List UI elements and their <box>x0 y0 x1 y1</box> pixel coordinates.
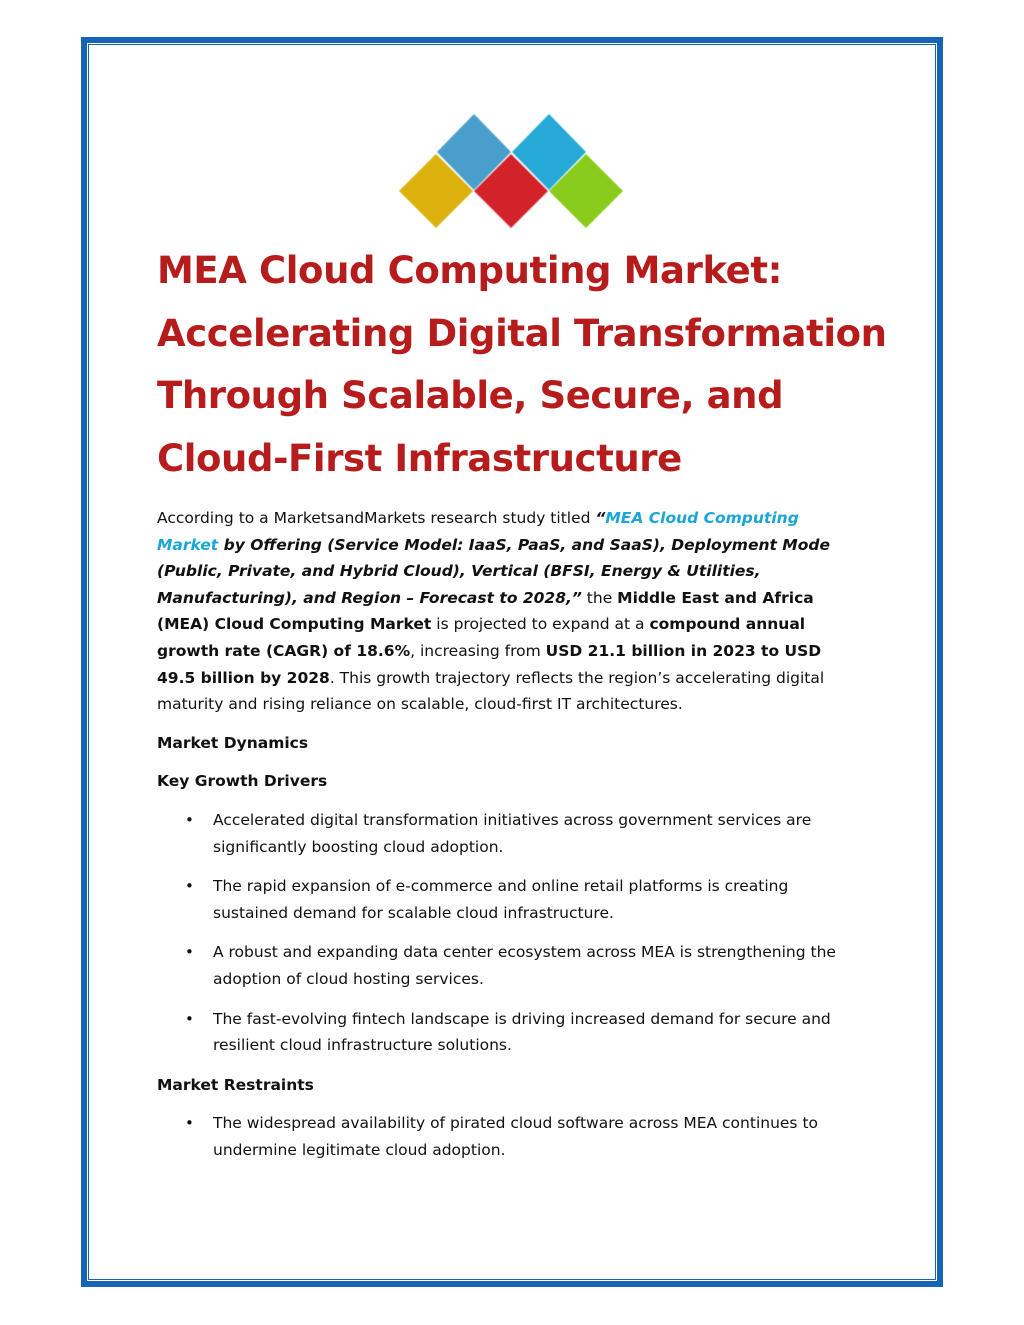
key-growth-drivers-heading: Key Growth Drivers <box>157 772 328 791</box>
intro-text-5: . This growth trajectory reflects the region’s accelerating digital maturity and rising reliance on scalable, cloud-first IT architectures. <box>157 668 825 714</box>
intro-text-1: According to a MarketsandMarkets research study titled <box>157 509 596 527</box>
title-line-2: Accelerating Digital Transformation <box>157 311 887 355</box>
title-line-1: MEA Cloud Computing Market: <box>157 249 783 292</box>
intro-paragraph <box>157 505 862 718</box>
market-dynamics-heading: Market Dynamics <box>157 733 309 752</box>
quote-open: “ <box>595 509 606 527</box>
title-line-4: Cloud-First Infrastructure <box>157 436 682 480</box>
list-item: • The rapid expansion of e-commerce and online retail platforms is creating sustained demand for scalable cloud infrastructure. <box>157 873 862 926</box>
list-item: • The widespread availability of pirated cloud software across MEA continues to undermine legitimate cloud adoption. <box>157 1110 862 1163</box>
list-item: • Accelerated digital transformation initiatives across government services are significantly boosting cloud adoption. <box>157 807 862 860</box>
restraints-list <box>157 1110 862 1163</box>
list-item: • The fast-evolving fintech landscape is driving increased demand for secure and resilient cloud infrastructure solutions. <box>157 1006 862 1059</box>
page-title <box>157 240 897 490</box>
market-name: Middle East and Africa (MEA) Cloud Computing Market <box>157 588 814 634</box>
marketsandmarkets-logo-icon <box>398 112 626 232</box>
intro-text-4: , increasing from <box>410 641 546 660</box>
title-line-3: Through Scalable, Secure, and <box>157 374 784 417</box>
intro-text-3: is projected to expand at a <box>431 615 650 634</box>
growth-drivers-list <box>157 807 862 1059</box>
report-link[interactable]: MEA Cloud Computing Market <box>157 509 799 554</box>
report-title: by Offering (Service Model: IaaS, PaaS, and SaaS), Deployment Mode (Public, Private, and Hybrid Cloud), Vertical (BFSI, Energy & Utilities, Manufacturing), and Region – Forecast to 2028,” <box>157 535 830 607</box>
intro-text-2: the <box>581 588 618 607</box>
cagr-value: compound annual growth rate (CAGR) of 18.6% <box>157 615 806 660</box>
document-body <box>157 505 862 1176</box>
list-item: • A robust and expanding data center ecosystem across MEA is strengthening the adoption of cloud hosting services. <box>157 939 862 992</box>
market-restraints-heading: Market Restraints <box>157 1075 314 1094</box>
market-values: USD 21.1 billion in 2023 to USD 49.5 billion by 2028 <box>157 641 822 687</box>
